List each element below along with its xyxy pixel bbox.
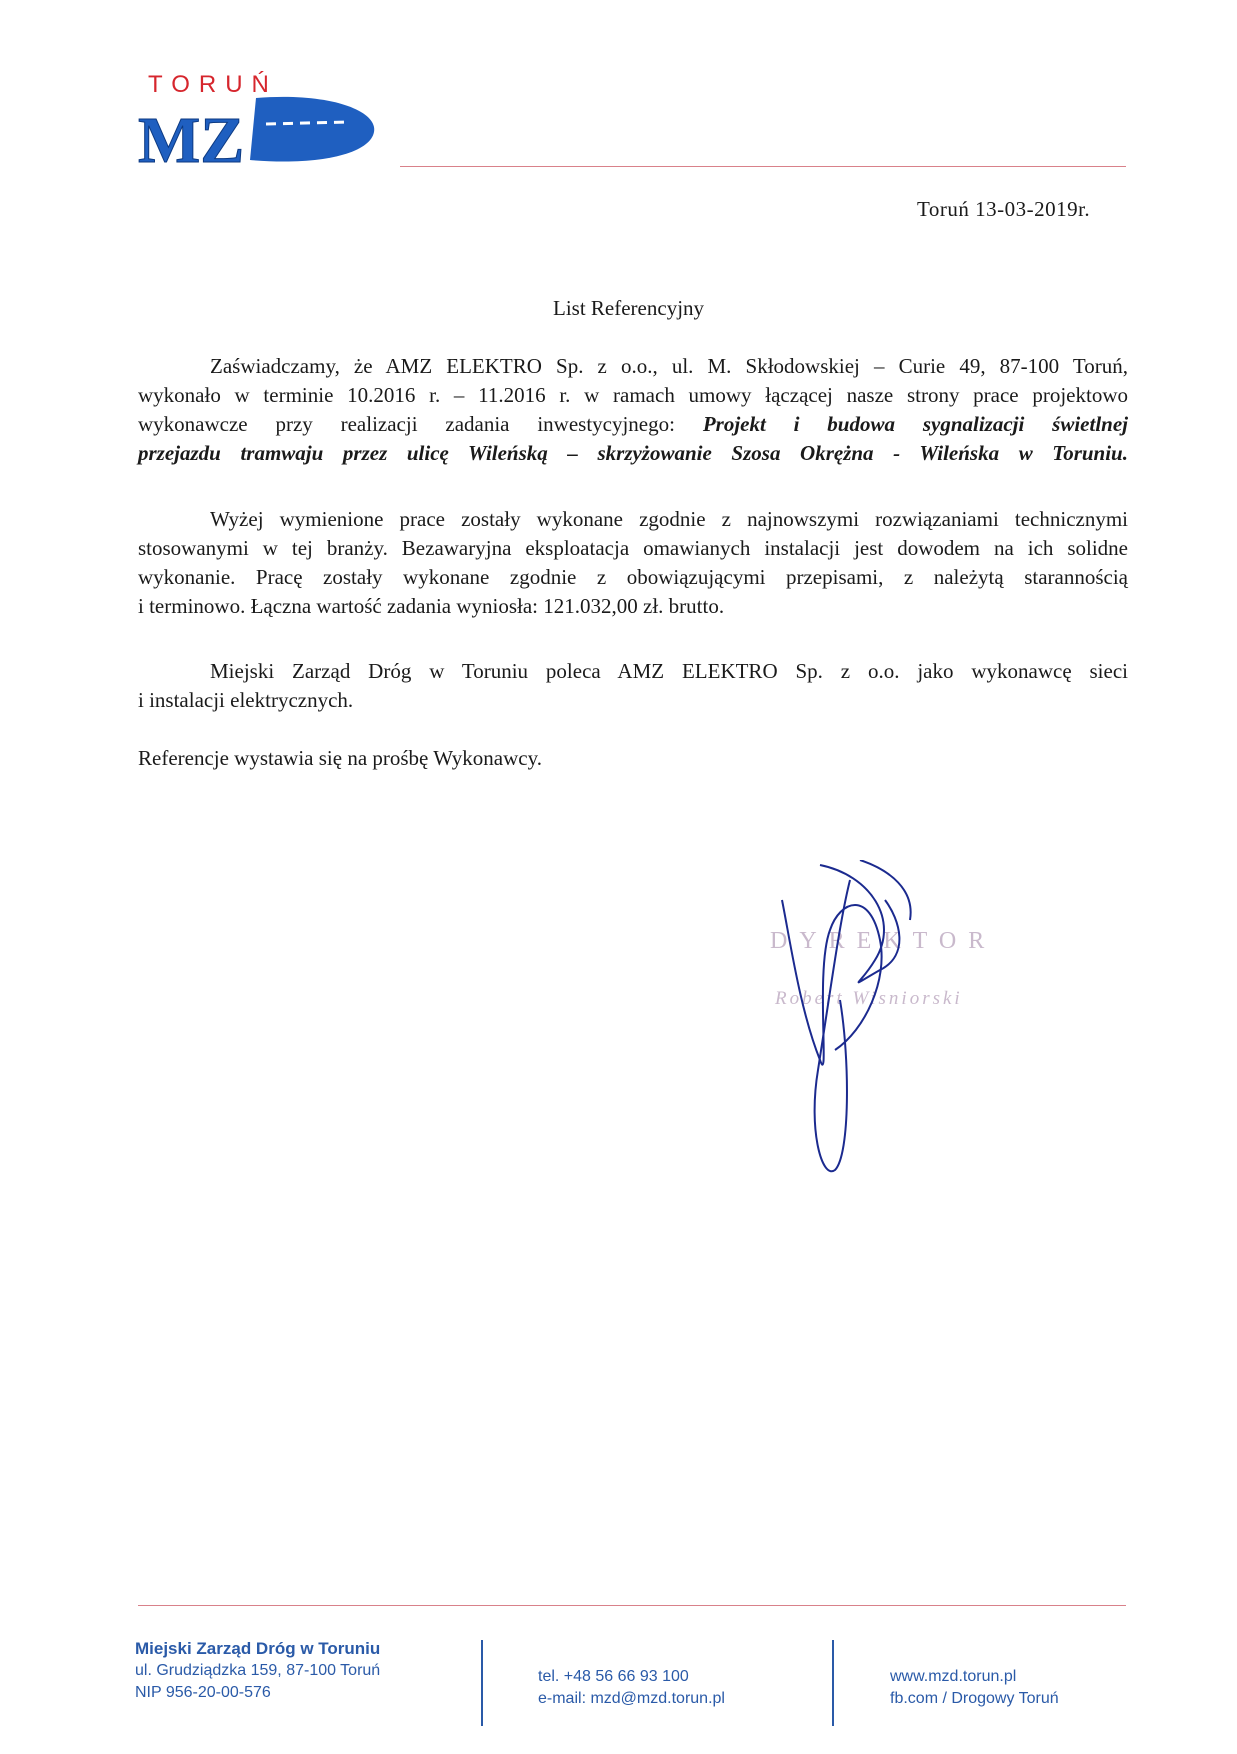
footer-tel: tel. +48 56 66 93 100 [538, 1668, 689, 1685]
footer-address: ul. Grudziądzka 159, 87-100 Toruń [135, 1662, 381, 1679]
footer-contact-block [538, 1666, 725, 1710]
mzd-logo-graphic [138, 62, 378, 170]
signature-graphic [760, 860, 980, 1190]
footer-nip: NIP 956-20-00-576 [135, 1684, 271, 1701]
footer-email[interactable]: e-mail: mzd@mzd.torun.pl [538, 1690, 725, 1707]
stamp-name: Robert Wisniorski [775, 988, 963, 1009]
stamp-title: DYREKTOR [770, 928, 997, 954]
mzd-logo [138, 62, 378, 170]
paragraph-1-line-3 [138, 410, 1128, 439]
footer-divider-2 [832, 1640, 834, 1726]
footer-facebook-link[interactable]: fb.com / Drogowy Toruń [890, 1690, 1059, 1707]
svg-text:TORUŃ: TORUŃ [148, 71, 278, 98]
paragraph-2-line-1: Wyżej wymienione prace zostały wykonane zgodnie z najnowszymi rozwiązaniami technicznymi [210, 507, 1128, 531]
paragraph-1-line-2: wykonało w terminie 10.2016 r. – 11.2016 r. w ramach umowy łączącej nasze strony prace projektowo [138, 383, 1128, 407]
paragraph-4: Referencje wystawia się na prośbę Wykonawcy. [138, 746, 543, 770]
footer-divider-1 [481, 1640, 483, 1726]
letter-title: List Referencyjny [553, 296, 705, 320]
footer-website-link[interactable]: www.mzd.torun.pl [890, 1668, 1017, 1685]
paragraph-1 [138, 352, 1128, 468]
paragraph-3-line-2: i instalacji elektrycznych. [138, 688, 354, 712]
paragraph-3 [138, 657, 1128, 715]
footer-org-block [135, 1638, 380, 1704]
svg-text:MZ: MZ [138, 104, 245, 170]
paragraph-1-line-1: Zaświadczamy, że AMZ ELEKTRO Sp. z o.o., ul. M. Skłodowskiej – Curie 49, 87-100 Toruń, [210, 354, 1128, 378]
paragraph-2-line-3: wykonanie. Pracę zostały wykonane zgodnie z obowiązującymi przepisami, z należytą starannością [138, 565, 1128, 589]
header-rule [400, 166, 1126, 167]
paragraph-2 [138, 505, 1128, 621]
paragraph-2-line-2: stosowanymi w tej branży. Bezawaryjna eksploatacja omawianych instalacji jest dowodem na ich solidne [138, 536, 1128, 560]
footer-rule [138, 1605, 1126, 1606]
letter-date: Toruń 13-03-2019r. [917, 197, 1091, 221]
footer-org-name: Miejski Zarząd Dróg w Toruniu [135, 1639, 381, 1658]
paragraph-2-line-4: i terminowo. Łączna wartość zadania wyniosła: 121.032,00 zł. brutto. [138, 594, 725, 618]
paragraph-1-line-3-text: wykonawcze przy realizacji zadania inwestycyjnego: [138, 412, 675, 436]
project-name-part-1: Projekt i budowa sygnalizacji świetlnej [702, 412, 1129, 436]
project-name-part-2: przejazdu tramwaju przez ulicę Wileńską – skrzyżowanie Szosa Okrężna - Wileńska w Toruniu. [138, 441, 1128, 465]
footer-web-block [890, 1666, 1059, 1710]
paragraph-3-line-1: Miejski Zarząd Dróg w Toruniu poleca AMZ ELEKTRO Sp. z o.o. jako wykonawcę sieci [210, 659, 1128, 683]
signature [760, 860, 980, 1190]
